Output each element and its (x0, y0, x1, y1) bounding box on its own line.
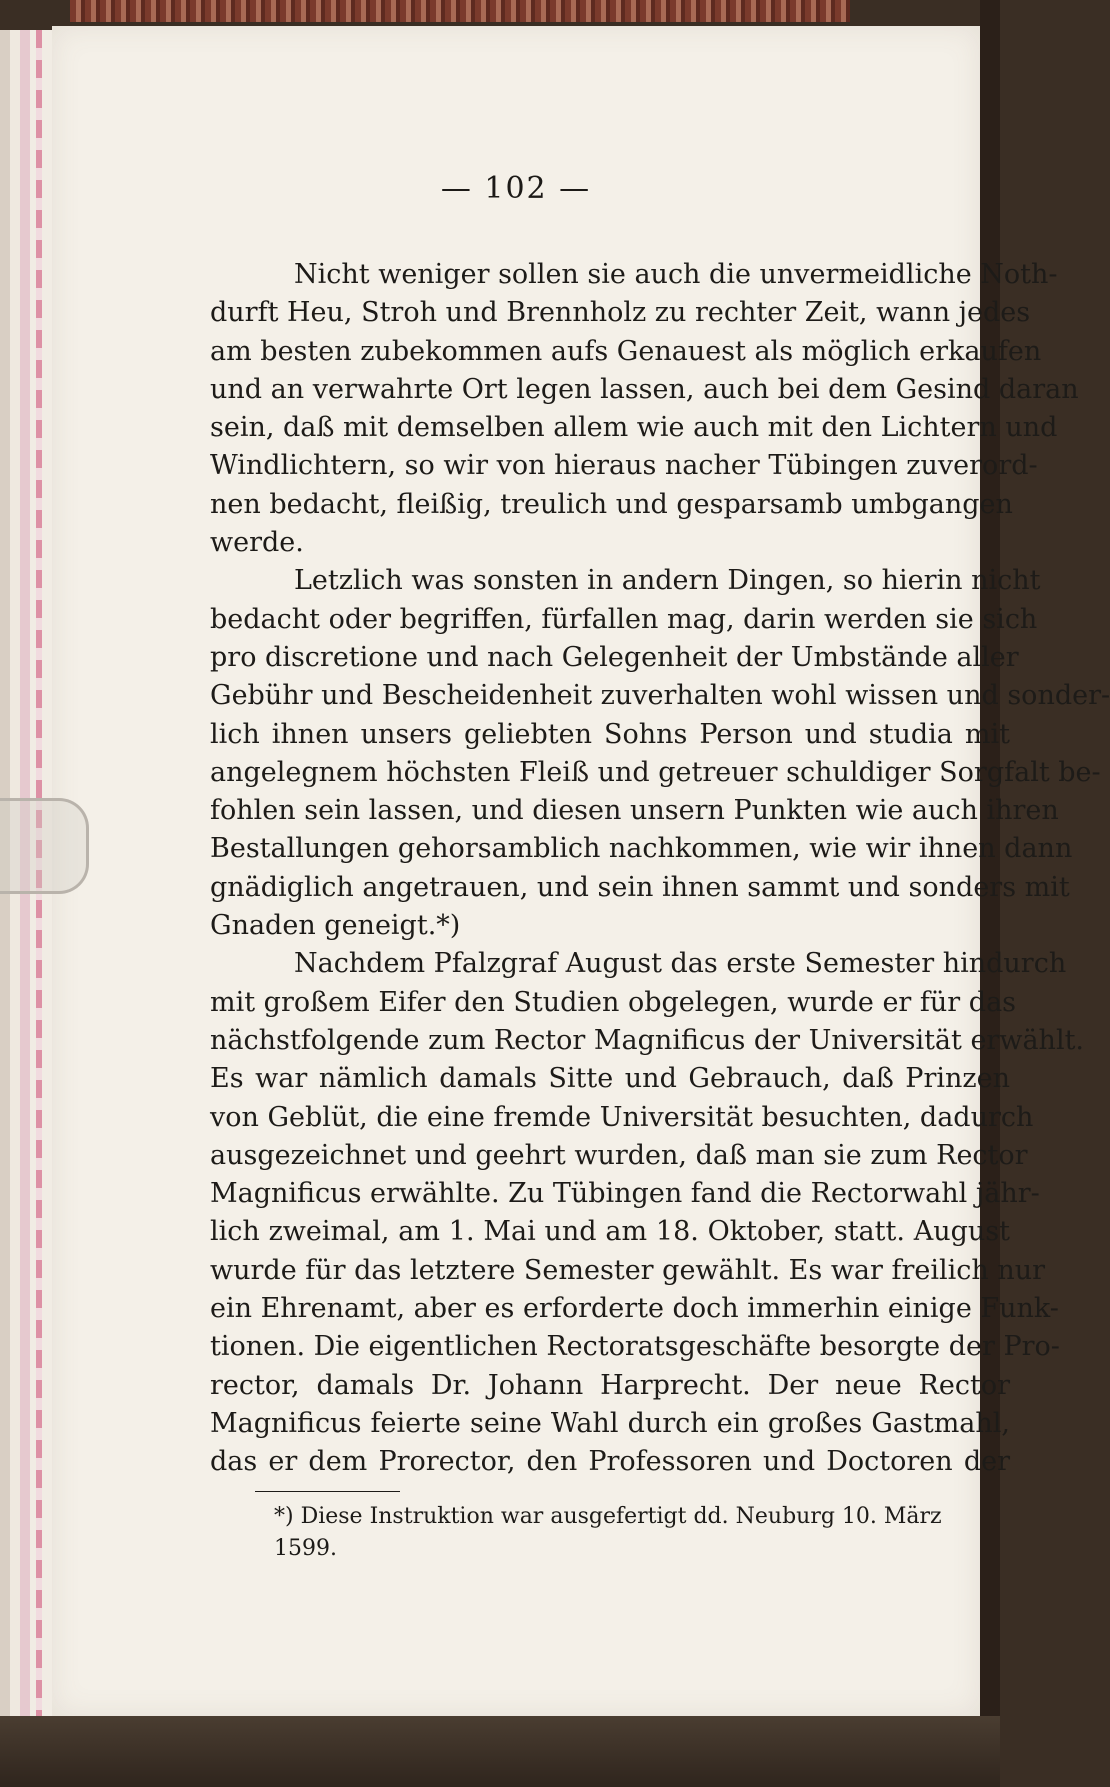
text-line: Bestallungen gehorsamblich nachkommen, wie wir ihnen dann (210, 833, 1073, 865)
text-line: Magnificus feierte seine Wahl durch ein großes Gastmahl, (210, 1407, 1010, 1439)
text-line: lich zweimal, am 1. Mai und am 18. Oktober, statt. August (210, 1216, 1010, 1248)
text-line: bedacht oder begriffen, fürfallen mag, darin werden sie sich (210, 603, 1038, 635)
text-line: nen bedacht, fleißig, treulich und gesparsamb umbgangen (210, 488, 1013, 520)
text-line: von Geblüt, die eine fremde Universität besuchten, dadurch (210, 1101, 1034, 1133)
text-line: Gebühr und Bescheidenheit zuverhalten wohl wissen und sonder- (210, 680, 1110, 712)
text-line: am besten zubekommen aufs Genauest als möglich erkaufen (210, 335, 1042, 367)
footnote-line: 1599. (274, 1536, 337, 1561)
text-line: nächstfolgende zum Rector Magnificus der Universität erwählt. (210, 1024, 1085, 1056)
text-line: Nicht weniger sollen sie auch die unvermeidliche Noth- (294, 259, 1058, 290)
text-line: Gnaden geneigt.*) (210, 910, 461, 942)
body-text (210, 256, 1110, 1482)
paper-clip (0, 798, 89, 894)
text-line: durft Heu, Stroh und Brennholz zu rechter Zeit, wann jedes (210, 297, 1031, 329)
footnote-rule (255, 1491, 400, 1492)
text-line: angelegnem höchsten Fleiß und getreuer schuldiger Sorgfalt be- (210, 756, 1101, 788)
text-line: gnädiglich angetrauen, und sein ihnen sammt und sonders mit (210, 871, 1070, 903)
text-line: lich ihnen unsers geliebten Sohns Person und studia mit (210, 718, 1010, 750)
book-page (52, 26, 1110, 1716)
page-number: — 102 — (440, 171, 592, 206)
text-line: mit großem Eifer den Studien obgelegen, wurde er für das (210, 986, 1017, 1018)
text-line: pro discretione und nach Gelegenheit der Umbstände aller (210, 641, 1019, 673)
text-line: ein Ehrenamt, aber es erforderte doch immerhin einige Funk- (210, 1293, 1059, 1325)
text-line: Es war nämlich damals Sitte und Gebrauch, daß Prinzen (210, 1063, 1010, 1095)
text-line: rector, damals Dr. Johann Harprecht. Der neue Rector (210, 1369, 1010, 1401)
text-line: und an verwahrte Ort legen lassen, auch bei dem Gesind daran (210, 373, 1079, 405)
text-line: tionen. Die eigentlichen Rectoratsgeschäfte besorgte der Pro- (210, 1331, 1060, 1363)
book-binding-top (70, 0, 850, 22)
text-line: das er dem Prorector, den Professoren und Doctoren der (210, 1446, 1010, 1478)
footnote (274, 1501, 1014, 1565)
text-line: werde. (210, 527, 304, 559)
text-line: Magnificus erwählte. Zu Tübingen fand die Rectorwahl jähr- (210, 1178, 1040, 1210)
footnote-line: *) Diese Instruktion war ausgefertigt dd. Neuburg 10. März (274, 1504, 942, 1529)
scan-background (0, 1716, 1000, 1787)
text-line: sein, daß mit demselben allem wie auch mit den Lichtern und (210, 412, 1058, 444)
text-line: wurde für das letztere Semester gewählt. Es war freilich nur (210, 1254, 1046, 1286)
text-line: Windlichtern, so wir von hieraus nacher Tübingen zuverord- (210, 450, 1038, 482)
text-line: ausgezeichnet und geehrt wurden, daß man sie zum Rector (210, 1139, 1028, 1171)
text-line: Nachdem Pfalzgraf August das erste Semester hindurch (294, 948, 1067, 980)
text-line: fohlen sein lassen, und diesen unsern Punkten wie auch ihren (210, 795, 1059, 827)
text-line: Letzlich was sonsten in andern Dingen, so hierin nicht (294, 565, 1041, 597)
